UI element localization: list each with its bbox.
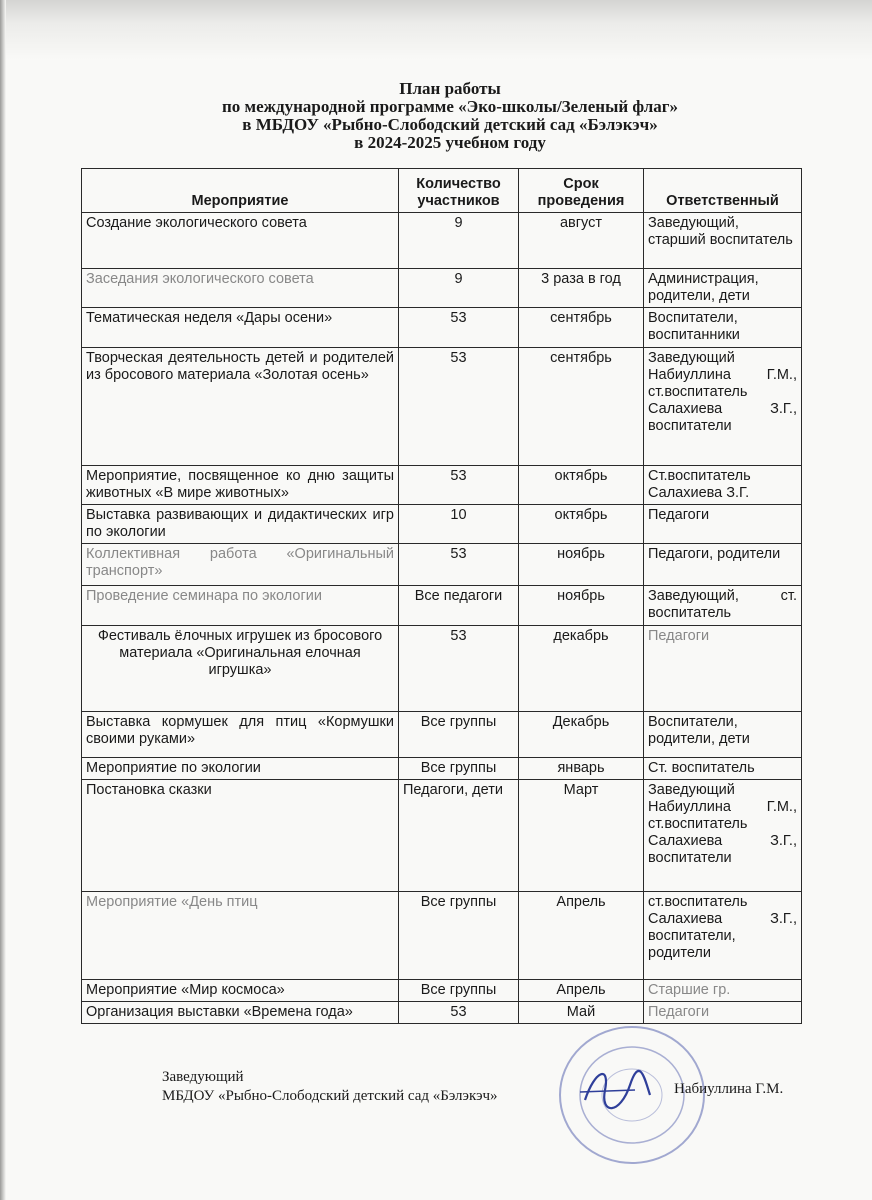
table-row [82, 780, 802, 892]
participants-cell: 53 [399, 348, 519, 466]
event-cell: Творческая деятельность детей и родителей из бросового материала «Золотая осень» [82, 348, 399, 466]
header-participants: Количество участников [399, 169, 519, 213]
table-row [82, 626, 802, 712]
responsible-cell: Педагоги [644, 1002, 802, 1024]
header-period: Срок проведения [519, 169, 644, 213]
period-cell: октябрь [519, 466, 644, 505]
table-row [82, 466, 802, 505]
period-cell: декабрь [519, 626, 644, 712]
table-row [82, 505, 802, 544]
event-cell: Коллективная работа «Оригинальный транспорт» [82, 544, 399, 586]
event-cell: Мероприятие по экологии [82, 758, 399, 780]
scan-shadow [0, 0, 872, 60]
participants-cell: 9 [399, 213, 519, 269]
event-cell: Фестиваль ёлочных игрушек из бросового материала «Оригинальная елочная игрушка» [82, 626, 399, 712]
participants-cell: 9 [399, 269, 519, 308]
event-cell: Заседания экологического совета [82, 269, 399, 308]
title-line-3: в МБДОУ «Рыбно-Слободский детский сад «Бэлэкэч» [242, 115, 658, 134]
table-row [82, 544, 802, 586]
responsible-cell: Ст. воспитатель [644, 758, 802, 780]
signer-organization: МБДОУ «Рыбно-Слободский детский сад «Бэлэкэч» [162, 1088, 498, 1104]
period-cell: октябрь [519, 505, 644, 544]
period-cell: сентябрь [519, 348, 644, 466]
table-row [82, 586, 802, 626]
period-cell: ноябрь [519, 544, 644, 586]
table-header-row [82, 169, 802, 213]
signature-block [162, 1068, 812, 1106]
period-cell: ноябрь [519, 586, 644, 626]
responsible-cell: ст.воспитатель Салахиева З.Г., воспитатели, родители [644, 892, 802, 980]
participants-cell: 10 [399, 505, 519, 544]
title-line-2: по международной программе «Эко-школы/Зеленый флаг» [222, 97, 678, 116]
event-cell: Организация выставки «Времена года» [82, 1002, 399, 1024]
signer-name: Набиуллина Г.М. [674, 1081, 784, 1097]
event-cell: Мероприятие «Мир космоса» [82, 980, 399, 1002]
table-row [82, 308, 802, 348]
period-cell: Апрель [519, 980, 644, 1002]
table-row [82, 980, 802, 1002]
plan-table [81, 168, 802, 1024]
event-cell: Тематическая неделя «Дары осени» [82, 308, 399, 348]
responsible-cell: Воспитатели, воспитанники [644, 308, 802, 348]
responsible-cell: Заведующий Набиуллина Г.М., ст.воспитатель Салахиева З.Г., воспитатели [644, 780, 802, 892]
responsible-cell: Заведующий, старший воспитатель [644, 213, 802, 269]
participants-cell: Все педагоги [399, 586, 519, 626]
event-cell: Создание экологического совета [82, 213, 399, 269]
responsible-cell: Педагоги [644, 505, 802, 544]
table-row [82, 712, 802, 758]
period-cell: Март [519, 780, 644, 892]
participants-cell: 53 [399, 626, 519, 712]
header-responsible: Ответственный [644, 169, 802, 213]
participants-cell: Все группы [399, 980, 519, 1002]
responsible-cell: Воспитатели, родители, дети [644, 712, 802, 758]
event-cell: Мероприятие «День птиц [82, 892, 399, 980]
header-event: Мероприятие [82, 169, 399, 213]
table-row [82, 892, 802, 980]
responsible-cell: Администрация, родители, дети [644, 269, 802, 308]
event-cell: Выставка кормушек для птиц «Кормушки своими руками» [82, 712, 399, 758]
period-cell: Декабрь [519, 712, 644, 758]
period-cell: 3 раза в год [519, 269, 644, 308]
period-cell: сентябрь [519, 308, 644, 348]
title-line-4: в 2024-2025 учебном году [354, 133, 546, 152]
responsible-cell: Заведующий, ст. воспитатель [644, 586, 802, 626]
period-cell: Апрель [519, 892, 644, 980]
event-cell: Выставка развивающих и дидактических игр по экологии [82, 505, 399, 544]
period-cell: январь [519, 758, 644, 780]
table-row [82, 269, 802, 308]
participants-cell: 53 [399, 308, 519, 348]
period-cell: август [519, 213, 644, 269]
table-row [82, 213, 802, 269]
responsible-cell: Старшие гр. [644, 980, 802, 1002]
participants-cell: 53 [399, 1002, 519, 1024]
document-title [120, 80, 780, 152]
title-line-1: План работы [399, 79, 501, 98]
scan-edge [0, 0, 6, 1200]
participants-cell: Педагоги, дети [399, 780, 519, 892]
event-cell: Проведение семинара по экологии [82, 586, 399, 626]
responsible-cell: Заведующий Набиуллина Г.М., ст.воспитатель Салахиева З.Г., воспитатели [644, 348, 802, 466]
signer-position: Заведующий [162, 1069, 244, 1085]
participants-cell: Все группы [399, 892, 519, 980]
responsible-cell: Педагоги [644, 626, 802, 712]
participants-cell: 53 [399, 544, 519, 586]
participants-cell: Все группы [399, 758, 519, 780]
event-cell: Постановка сказки [82, 780, 399, 892]
period-cell: Май [519, 1002, 644, 1024]
event-cell: Мероприятие, посвященное ко дню защиты животных «В мире животных» [82, 466, 399, 505]
participants-cell: 53 [399, 466, 519, 505]
table-row [82, 758, 802, 780]
participants-cell: Все группы [399, 712, 519, 758]
table-row [82, 348, 802, 466]
responsible-cell: Ст.воспитатель Салахиева З.Г. [644, 466, 802, 505]
responsible-cell: Педагоги, родители [644, 544, 802, 586]
